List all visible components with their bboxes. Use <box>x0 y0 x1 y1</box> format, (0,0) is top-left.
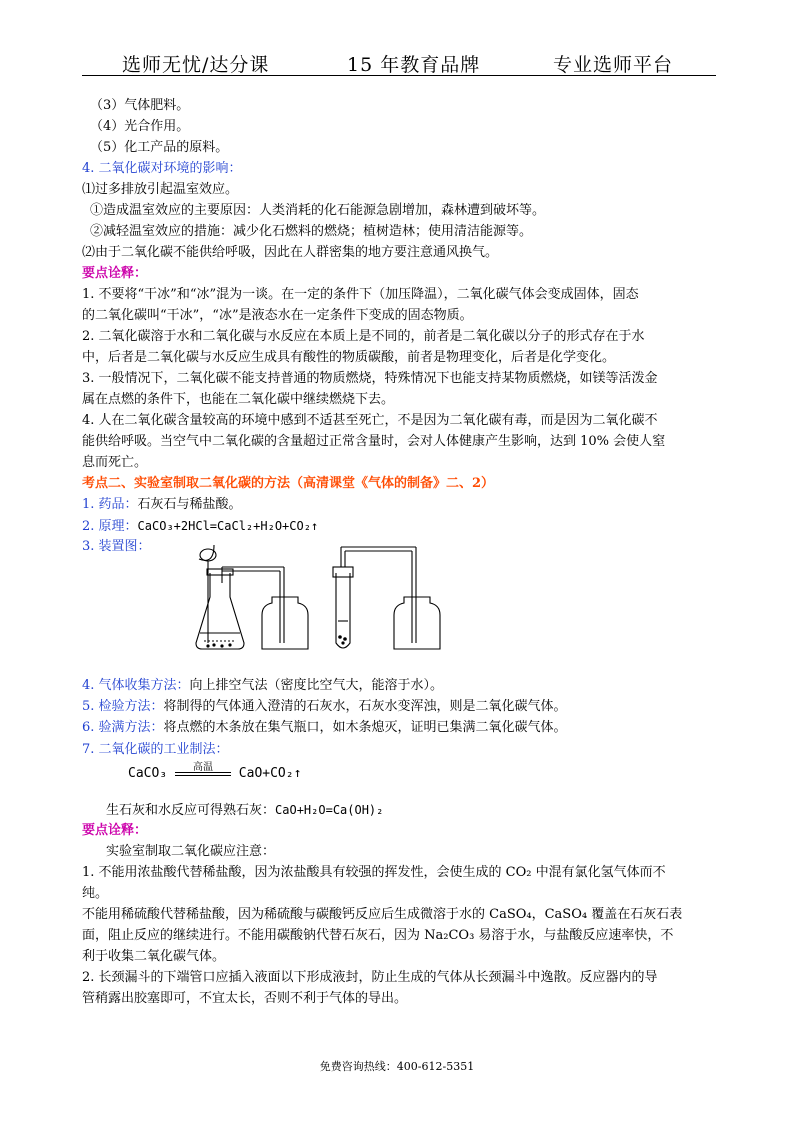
text-line: 3. 一般情况下，二氧化碳不能支持普通的物质燃烧，特殊情况下也能支持某物质燃烧，如镁等活泼金 <box>82 371 658 386</box>
text-line: 实验室制取二氧化碳应注意： <box>106 844 276 859</box>
principle-equation: CaCO₃+2HCl=CaCl₂+H₂O+CO₂↑ <box>137 519 319 533</box>
item-text: 石灰石与稀盐酸。 <box>137 497 242 512</box>
item-label: 1. 药品： <box>82 497 138 512</box>
text-line: ①造成温室效应的主要原因：人类消耗的化石能源急剧增加，森林遭到破坏等。 <box>90 203 546 218</box>
text-line: （5）化工产品的原料。 <box>90 140 229 155</box>
text-line: 1. 不能用浓盐酸代替稀盐酸，因为浓盐酸具有较强的挥发性，会使生成的 CO₂ 中混有氯化氢气体而不 <box>82 865 666 880</box>
text-line <box>82 516 318 537</box>
section-heading-2: 考点二、实验室制取二氧化碳的方法（高清课堂《气体的制备》二、2） <box>82 476 495 491</box>
keypoint-heading: 要点诠释： <box>82 823 148 838</box>
item-text: 将制得的气体通入澄清的石灰水，石灰水变浑浊，则是二氧化碳气体。 <box>163 699 567 714</box>
item-label: 3. 装置图： <box>82 539 151 554</box>
keypoint-heading: 要点诠释： <box>82 266 148 281</box>
header-center: 15 年教育品牌 <box>347 54 481 76</box>
text-line: 纯。 <box>82 886 109 901</box>
item-text: 向上排空气法（密度比空气大，能溶于水）。 <box>189 678 444 693</box>
footer-hotline: 免费咨询热线：400-612-5351 <box>319 1060 475 1073</box>
text-line: 面，阻止反应的继续进行。不能用碳酸钠代替石灰石，因为 Na₂CO₃ 易溶于水，与盐酸反应速率快，不 <box>82 928 674 943</box>
text-line: 利于收集二氧化碳气体。 <box>82 949 226 964</box>
item-label: 7. 二氧化碳的工业制法： <box>82 742 229 757</box>
text-line: 不能用稀硫酸代替稀盐酸，因为稀硫酸与碳酸钙反应后生成微溶于水的 CaSO₄，CaSO₄ 覆盖在石灰石表 <box>82 907 683 922</box>
text-line: 管稍露出胶塞即可，不宜太长，否则不利于气体的导出。 <box>82 991 408 1006</box>
text-line: ⑴过多排放引起温室效应。 <box>82 182 239 197</box>
text-line: 能供给呼吸。当空气中二氧化碳的含量超过正常含量时，会对人体健康产生影响，达到 10% 会使人窒 <box>82 434 666 449</box>
item-label: 6. 验满方法： <box>82 720 164 735</box>
text-line: 中，后者是二氧化碳与水反应生成具有酸性的物质碳酸，前者是物理变化，后者是化学变化。 <box>82 350 616 365</box>
text-line: 属在点燃的条件下，也能在二氧化碳中继续燃烧下去。 <box>82 392 395 407</box>
header-left: 选师无忧/达分课 <box>122 54 270 76</box>
equation-condition-arrow <box>175 761 231 776</box>
text-line <box>106 800 383 821</box>
text-line: （3）气体肥料。 <box>90 98 190 113</box>
text-line: 2. 二氧化碳溶于水和二氧化碳与水反应在本质上是不同的，前者是二氧化碳以分子的形式存在于水 <box>82 329 645 344</box>
text-line: （4）光合作用。 <box>90 119 190 134</box>
item-label: 4. 气体收集方法： <box>82 678 190 693</box>
industrial-equation <box>128 761 302 781</box>
text-line: ②减轻温室效应的措施：减少化石燃料的燃烧；植树造林；使用清洁能源等。 <box>90 224 533 239</box>
text-line: 息而死亡。 <box>82 455 148 470</box>
item-label: 2. 原理： <box>82 519 138 534</box>
text-line <box>82 676 443 696</box>
equation-condition: 高温 <box>192 761 213 773</box>
text-line: 2. 长颈漏斗的下端管口应插入液面以下形成液封，防止生成的气体从长颈漏斗中逸散。反应器内的导 <box>82 970 658 985</box>
text-line <box>82 495 242 515</box>
text-line: 1. 不要将“干冰”和“冰”混为一谈。在一定的条件下（加压降温），二氧化碳气体会变成固体，固态 <box>82 287 639 302</box>
item-text: 生石灰和水反应可得熟石灰： <box>106 803 276 818</box>
item-text: 将点燃的木条放在集气瓶口，如木条熄灭，证明已集满二氧化碳气体。 <box>163 720 567 735</box>
item-label: 5. 检验方法： <box>82 699 164 714</box>
apparatus-diagram <box>190 545 450 657</box>
text-line: 的二氧化碳叫“干冰”，“冰”是液态水在一定条件下变成的固态物质。 <box>82 308 473 323</box>
section-heading: 4. 二氧化碳对环境的影响： <box>82 161 242 176</box>
header-divider <box>82 75 716 76</box>
equation-reactant: CaCO₃ <box>128 766 168 781</box>
text-line <box>82 697 567 717</box>
slaked-lime-equation: CaO+H₂O=Ca(OH)₂ <box>275 803 384 817</box>
equation-product: CaO+CO₂↑ <box>238 766 302 781</box>
header-right: 专业选师平台 <box>553 54 674 76</box>
text-line: ⑵由于二氧化碳不能供给呼吸，因此在人群密集的地方要注意通风换气。 <box>82 245 499 260</box>
text-line <box>82 718 567 738</box>
text-line: 4. 人在二氧化碳含量较高的环境中感到不适甚至死亡，不是因为二氧化碳有毒，而是因为二氧化碳不 <box>82 413 658 428</box>
